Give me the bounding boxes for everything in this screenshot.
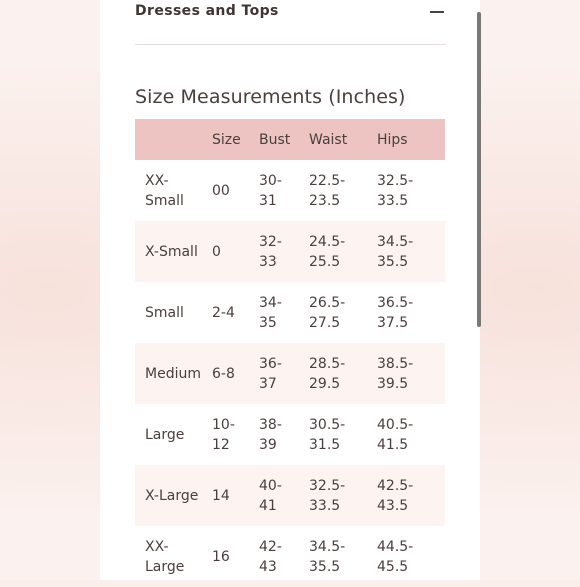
accordion-title: Dresses and Tops: [135, 3, 279, 19]
cell-waist: 26.5- 27.5: [309, 294, 346, 331]
cell-size-name: Small: [145, 304, 184, 321]
table-row: [135, 526, 445, 587]
cell-bust: 40- 41: [259, 465, 309, 526]
minus-icon[interactable]: [430, 11, 444, 13]
cell-hips: 36.5- 37.5: [377, 294, 414, 331]
cell-size-code: 16: [212, 548, 230, 565]
cell-bust: 42- 43: [259, 538, 282, 575]
cell-waist: 22.5- 23.5: [309, 172, 346, 209]
cell-waist: 24.5- 25.5: [309, 221, 377, 282]
cell-bust: 32- 33: [259, 221, 309, 282]
scrollbar[interactable]: [477, 12, 481, 327]
column-header-hips: Hips: [377, 119, 445, 160]
table-row: [135, 282, 445, 343]
column-header-waist: Waist: [309, 119, 377, 160]
column-header-bust: Bust: [259, 119, 309, 160]
section-title: Size Measurements (Inches): [135, 86, 406, 108]
cell-size-code: 00: [212, 182, 230, 199]
cell-size-name: X-Large: [135, 465, 212, 526]
cell-bust: 36- 37: [259, 343, 309, 404]
cell-size-code: 10- 12: [212, 416, 235, 453]
accordion-dresses-and-tops[interactable]: [135, 0, 446, 45]
cell-size-name: Large: [145, 426, 185, 443]
cell-hips: 40.5- 41.5: [377, 416, 414, 453]
cell-size-code: 6-8: [212, 343, 259, 404]
column-header: [135, 119, 212, 160]
table-row: [135, 343, 445, 404]
cell-hips: 42.5- 43.5: [377, 465, 445, 526]
cell-bust: 38- 39: [259, 416, 282, 453]
cell-size-name: XX- Small: [145, 172, 184, 209]
cell-size-name: Medium: [135, 343, 212, 404]
cell-waist: 34.5- 35.5: [309, 538, 346, 575]
size-guide-panel: [100, 0, 480, 580]
cell-size-code: 2-4: [212, 304, 235, 321]
table-body: [135, 160, 445, 587]
cell-size-code: 14: [212, 465, 259, 526]
cell-bust: 30- 31: [259, 172, 282, 209]
cell-waist: 28.5- 29.5: [309, 343, 377, 404]
cell-size-name: XX- Large: [145, 538, 185, 575]
cell-hips: 38.5- 39.5: [377, 343, 445, 404]
cell-waist: 32.5- 33.5: [309, 465, 377, 526]
size-measurements-table: [135, 119, 445, 587]
table-row: [135, 221, 445, 282]
table-row: [135, 404, 445, 465]
table-row: [135, 160, 445, 221]
cell-bust: 34- 35: [259, 294, 282, 331]
table-header-row: [135, 119, 445, 160]
cell-hips: 44.5- 45.5: [377, 538, 414, 575]
cell-hips: 34.5- 35.5: [377, 221, 445, 282]
cell-size-name: X-Small: [135, 221, 212, 282]
cell-size-code: 0: [212, 221, 259, 282]
table-row: [135, 465, 445, 526]
cell-waist: 30.5- 31.5: [309, 416, 346, 453]
cell-hips: 32.5- 33.5: [377, 172, 414, 209]
column-header-size: Size: [212, 119, 259, 160]
